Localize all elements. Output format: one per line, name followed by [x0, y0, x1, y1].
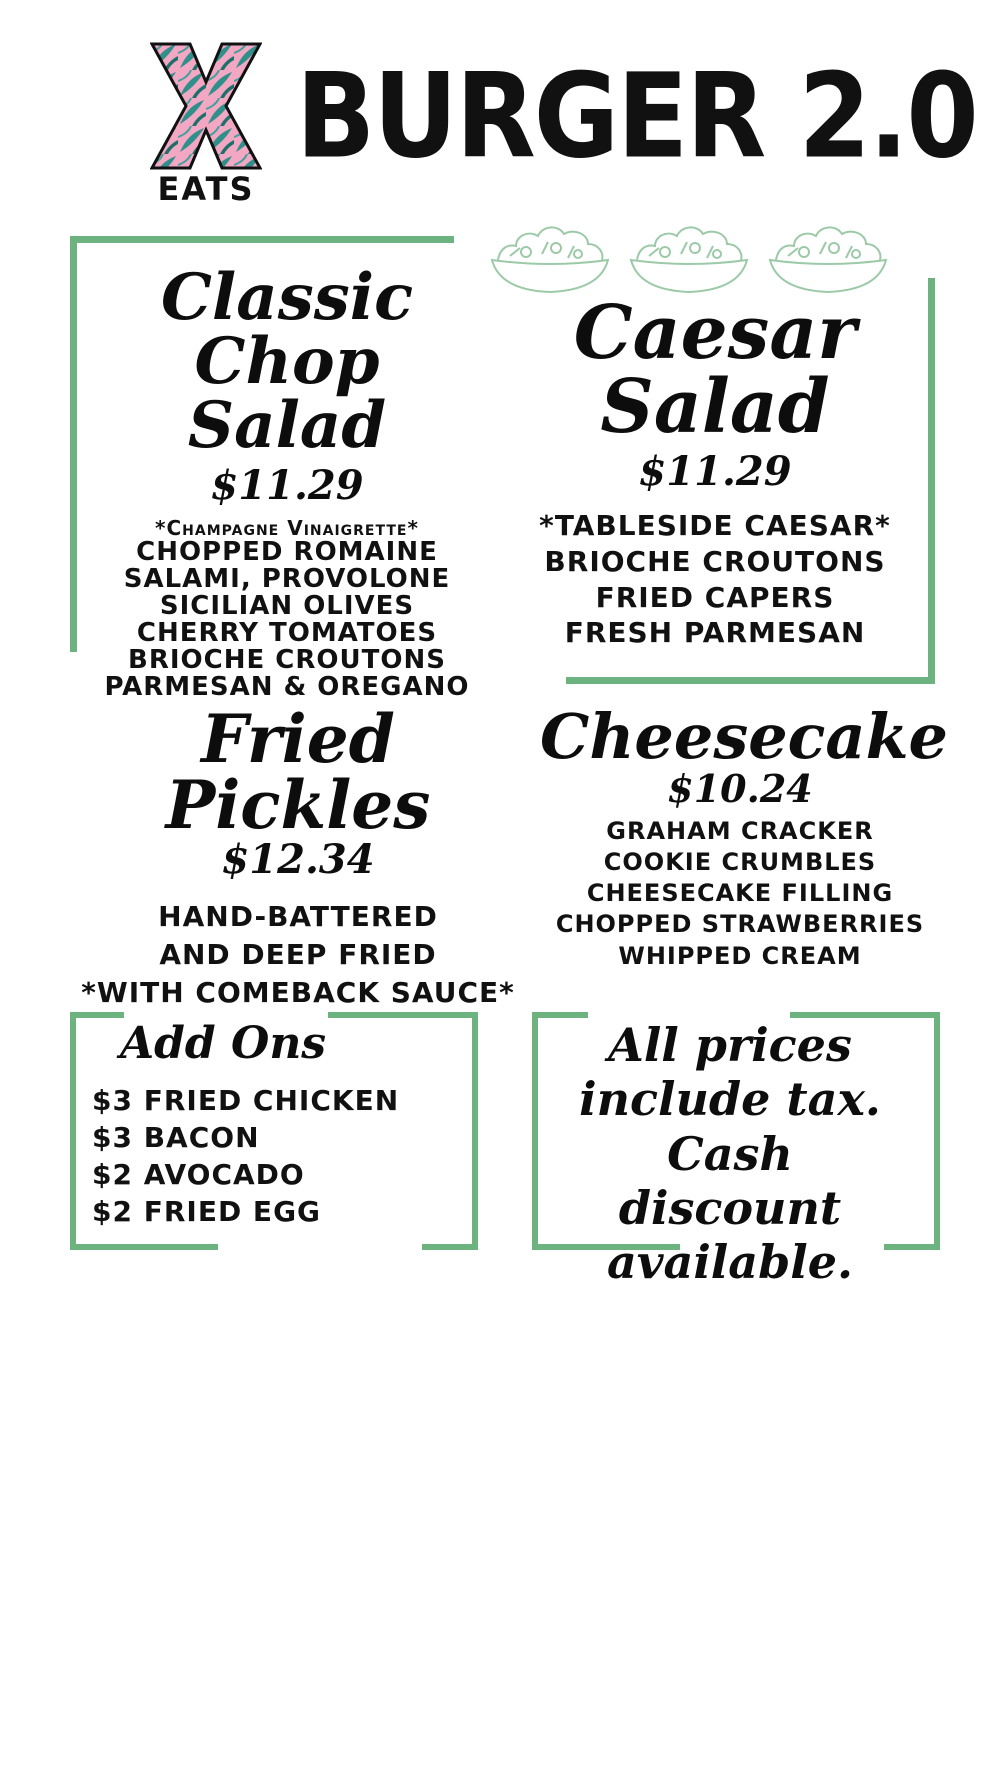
frame-line — [934, 1012, 940, 1250]
frame-line — [422, 1244, 478, 1250]
menu-item-caesar-salad — [520, 290, 910, 651]
description-line: BRIOCHE CROUTONS — [128, 644, 446, 675]
description-line: PARMESAN & OREGANO — [104, 671, 470, 702]
frame-line — [70, 1012, 76, 1250]
frame-line — [70, 1244, 218, 1250]
item-description — [66, 898, 530, 1012]
item-price: $11.29 — [638, 448, 792, 495]
description-line: *Champagne Vinaigrette* — [155, 516, 419, 540]
description-line: CHERRY TOMATOES — [136, 617, 438, 648]
item-title-line: Salad — [600, 364, 830, 450]
notice-line: Cash discount — [618, 1126, 842, 1235]
description-line: COOKIE CRUMBLES — [603, 847, 877, 876]
item-title-line: Caesar — [573, 290, 857, 376]
description-line: GRAHAM CRACKER — [606, 816, 874, 845]
description-line: HAND-BATTERED — [158, 900, 438, 933]
description-line: WHIPPED CREAM — [618, 941, 862, 970]
item-description — [540, 816, 940, 972]
frame-line — [472, 1012, 478, 1250]
add-ons-title: Add Ons — [120, 1018, 327, 1069]
item-title: Cheesecake — [540, 700, 948, 773]
description-line: CHEESECAKE FILLING — [586, 879, 894, 908]
notice-line: available. — [606, 1235, 853, 1290]
logo-x-letter-icon — [150, 42, 262, 170]
menu-item-cheesecake — [540, 700, 948, 972]
item-title — [520, 290, 910, 450]
menu-item-fried-pickles — [66, 700, 530, 1012]
description-line: SICILIAN OLIVES — [159, 590, 415, 621]
salad-bowl-icon — [764, 218, 892, 296]
menu-item-classic-chop-salad — [80, 260, 494, 702]
description-line: SALAMI, PROVOLONE — [123, 563, 451, 594]
frame-line — [70, 236, 454, 243]
item-title — [80, 260, 494, 463]
add-on-item: $3 FRIED CHICKEN — [92, 1084, 400, 1117]
item-price: $12.34 — [221, 836, 375, 883]
add-on-item: $2 FRIED EGG — [92, 1194, 322, 1228]
description-line: *TABLESIDE CAESAR* — [539, 509, 891, 542]
frame-line — [566, 677, 935, 684]
item-price: $11.29 — [210, 462, 364, 509]
description-line: CHOPPED STRAWBERRIES — [555, 910, 925, 939]
add-on-item: $2 AVOCADO — [92, 1157, 305, 1191]
description-line: *WITH COMEBACK SAUCE* — [81, 976, 515, 1010]
frame-line — [532, 1012, 538, 1250]
logo-word: EATS — [157, 170, 255, 208]
item-title: Fried Pickles — [165, 700, 431, 844]
pricing-notice — [560, 1018, 900, 1289]
item-description — [520, 508, 910, 651]
salad-bowl-icon — [625, 218, 753, 296]
item-price: $10.24 — [667, 766, 813, 811]
description-line: AND DEEP FRIED — [159, 938, 437, 972]
frame-line — [70, 236, 77, 652]
description-line: FRESH PARMESAN — [564, 616, 866, 650]
add-ons-list — [92, 1083, 432, 1231]
salad-bowl-icon — [486, 218, 614, 296]
notice-line: All prices — [608, 1018, 852, 1072]
description-line: CHOPPED ROMAINE — [136, 536, 438, 567]
add-ons-section — [92, 1018, 432, 1231]
add-on-item: $3 BACON — [92, 1120, 260, 1154]
description-line: FRIED CAPERS — [595, 580, 835, 614]
frame-line — [928, 278, 935, 684]
item-description — [80, 518, 494, 701]
item-title-line: Salad — [187, 388, 387, 463]
page-title: BURGER 2.0 — [296, 47, 977, 185]
brand-logo — [150, 42, 262, 208]
item-title-line: Classic Chop — [160, 260, 414, 399]
description-line: BRIOCHE CROUTONS — [544, 544, 886, 578]
notice-line: include tax. — [579, 1072, 881, 1127]
